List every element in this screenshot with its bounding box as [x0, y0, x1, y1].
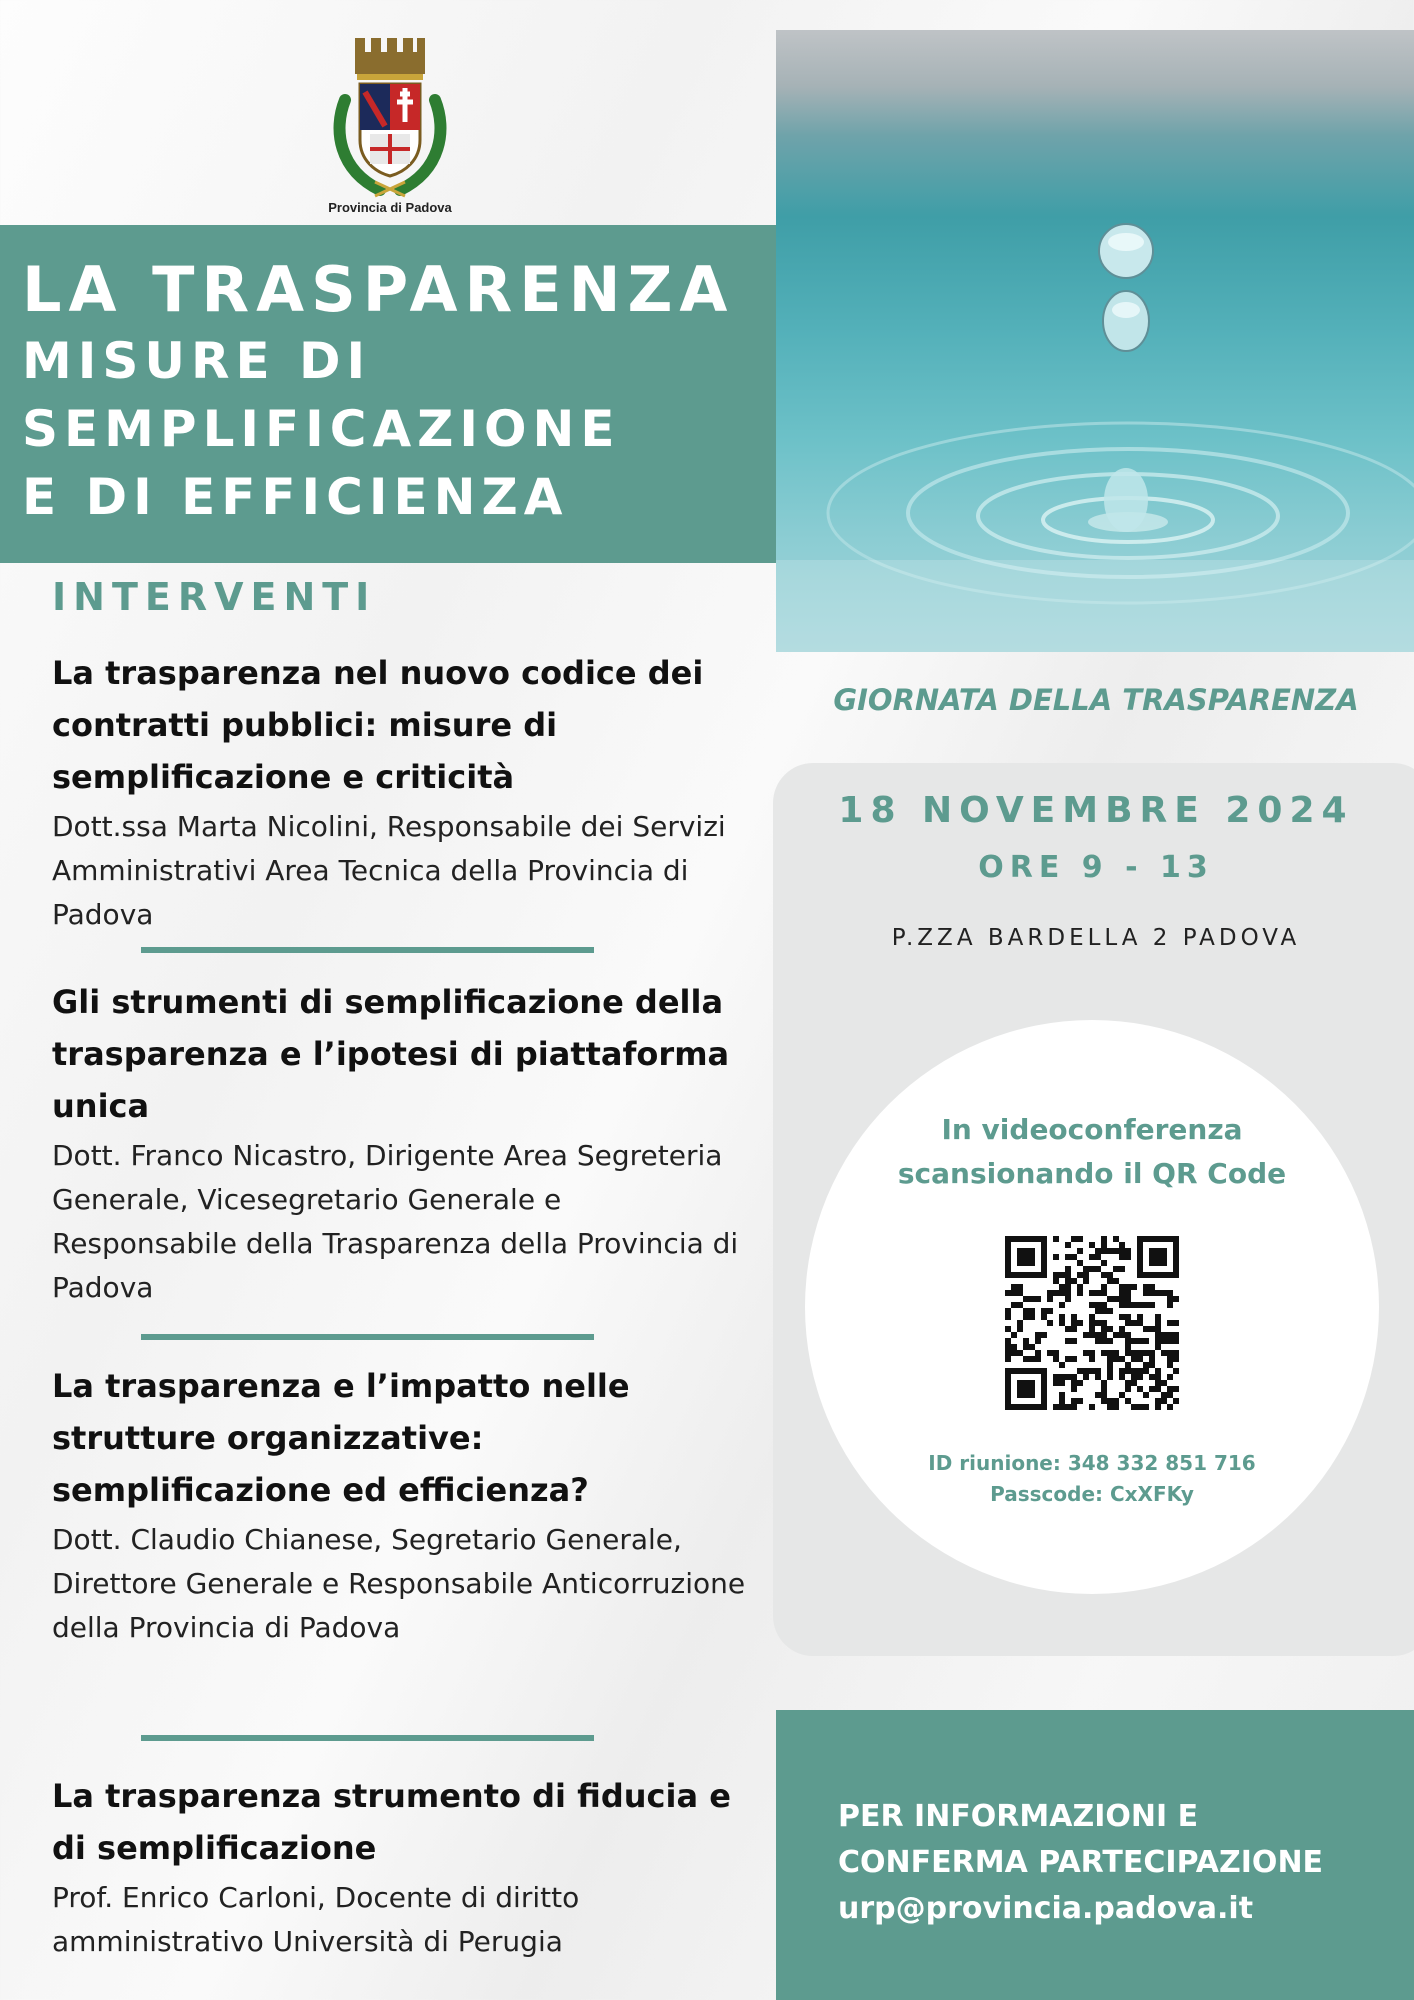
talk-speaker: Dott. Franco Nicastro, Dirigente Area Segreteria Generale, Vicesegretario Generale e Responsabile della Trasparenza della Provincia di Padova	[52, 1139, 739, 1304]
talk-speaker: Dott.ssa Marta Nicolini, Responsabile dei Servizi Amministrativi Area Tecnica della Provincia di Padova	[52, 810, 726, 931]
event-time: ORE 9 - 13	[978, 850, 1214, 885]
logo-caption: Provincia di Padova	[328, 200, 452, 215]
interventi-heading: INTERVENTI	[52, 575, 377, 619]
talk-title: La trasparenza nel nuovo codice dei contratti pubblici: misure di semplificazione e criticità	[52, 654, 704, 796]
subtitle-line: E DI EFFICIENZA	[22, 468, 569, 527]
contact-line-2: CONFERMA PARTECIPAZIONE	[838, 1845, 1324, 1880]
meeting-details	[835, 1448, 1349, 1510]
talk-title: Gli strumenti di semplificazione della trasparenza e l’ipotesi di piattaforma unica	[52, 983, 730, 1125]
video-instructions	[835, 1108, 1349, 1196]
subtitle-line: MISURE DI	[22, 332, 372, 391]
qr-code[interactable]	[1005, 1236, 1179, 1410]
contact-box	[776, 1710, 1414, 2000]
qr-code-icon	[1005, 1236, 1179, 1410]
contact-email[interactable]: urp@provincia.padova.it	[838, 1891, 1254, 1926]
photo-overlay-band	[776, 560, 1414, 652]
talk-speaker: Dott. Claudio Chianese, Segretario Generale, Direttore Generale e Responsabile Anticorruzione della Provincia di Padova	[52, 1523, 746, 1644]
contact-line-1: PER INFORMAZIONI E	[838, 1799, 1199, 1834]
talk-title: La trasparenza strumento di fiducia e di semplificazione	[52, 1777, 731, 1867]
title-band	[0, 225, 776, 563]
talk-title: La trasparenza e l’impatto nelle strutture organizzative: semplificazione ed efficienza?	[52, 1367, 630, 1509]
meeting-id: ID riunione: 348 332 851 716	[928, 1451, 1256, 1475]
video-line-1: In videoconferenza	[941, 1113, 1243, 1146]
talk-item	[52, 976, 752, 1310]
talk-item	[52, 647, 752, 937]
meeting-passcode: Passcode: CxXFKy	[990, 1482, 1194, 1506]
event-name: GIORNATA DELLA TRASPARENZA	[833, 683, 1359, 717]
talk-speaker: Prof. Enrico Carloni, Docente di diritto amministrativo Università di Perugia	[52, 1881, 580, 1958]
divider	[141, 1735, 594, 1741]
talk-item	[52, 1360, 752, 1650]
video-line-2: scansionando il QR Code	[897, 1157, 1287, 1190]
main-title: LA TRASPARENZA	[22, 253, 735, 326]
divider	[141, 1334, 594, 1340]
provincia-logo	[325, 30, 455, 220]
water-drop-photo	[776, 30, 1414, 652]
event-address: P.ZZA BARDELLA 2 PADOVA	[891, 925, 1301, 951]
coat-of-arms-icon	[325, 30, 455, 200]
talk-item	[52, 1770, 752, 1964]
subtitle-line: SEMPLIFICAZIONE	[22, 400, 621, 459]
divider	[141, 947, 594, 953]
event-date: 18 NOVEMBRE 2024	[838, 790, 1354, 831]
